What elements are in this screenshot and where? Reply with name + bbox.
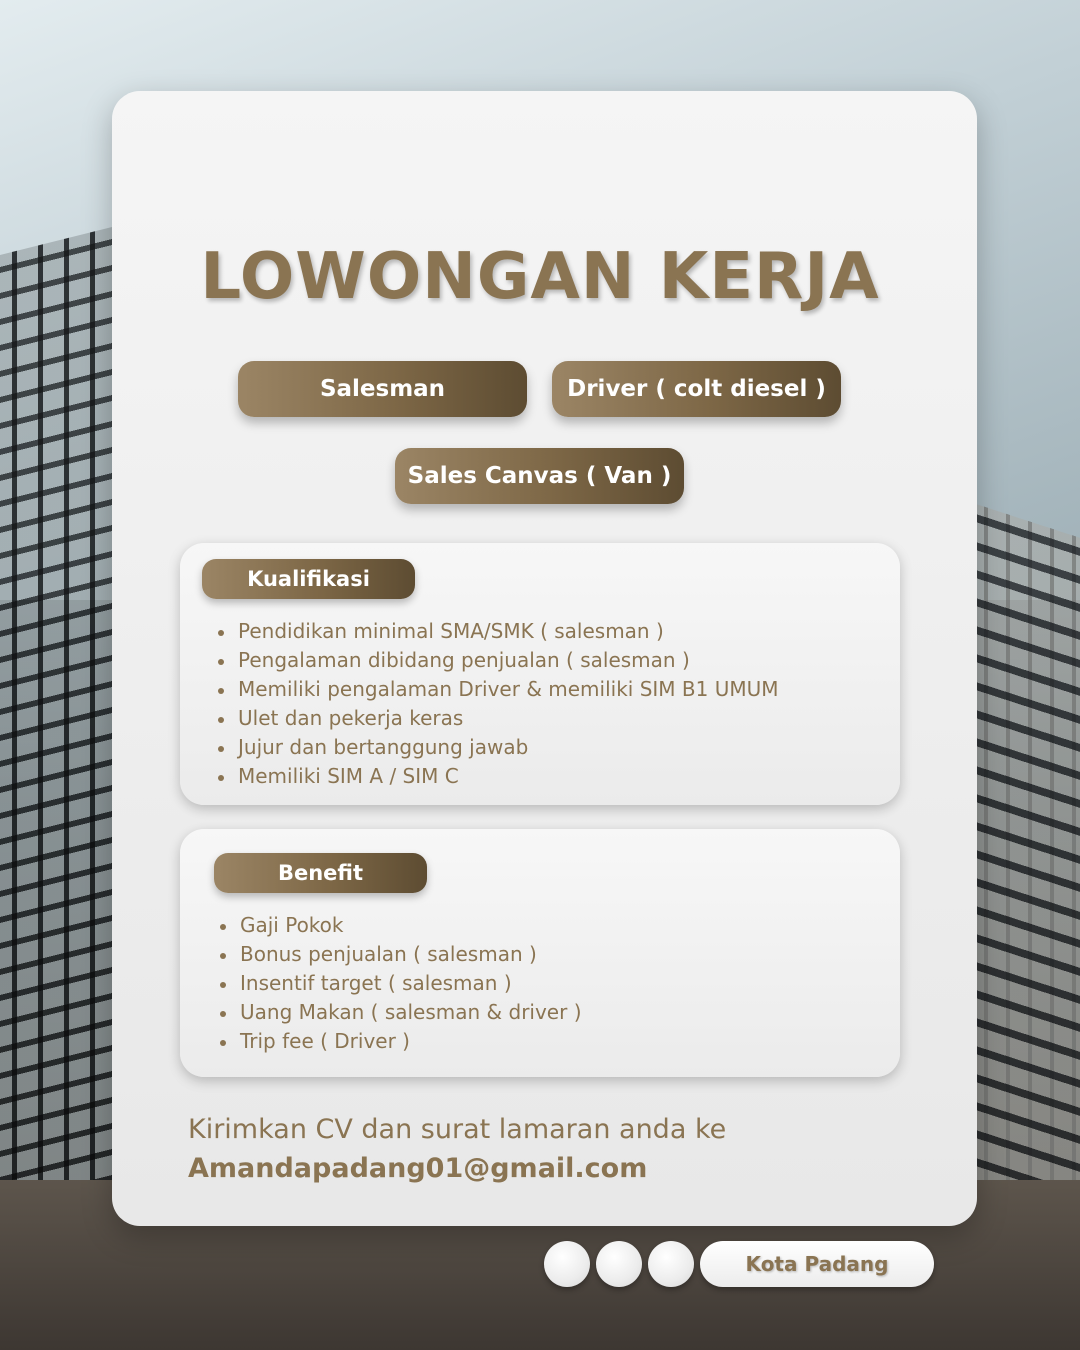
list-item: Uang Makan ( salesman & driver ) bbox=[220, 998, 582, 1027]
list-item: Ulet dan pekerja keras bbox=[218, 704, 779, 733]
list-item: Memiliki pengalaman Driver & memiliki SIM B1 UMUM bbox=[218, 675, 779, 704]
list-item: Jujur dan bertanggung jawab bbox=[218, 733, 779, 762]
position-sales-canvas-button[interactable]: Sales Canvas ( Van ) bbox=[395, 448, 684, 504]
benefits-section bbox=[180, 829, 900, 1077]
list-item: Trip fee ( Driver ) bbox=[220, 1027, 582, 1056]
decorative-dot bbox=[648, 1241, 694, 1287]
benefits-heading: Benefit bbox=[214, 853, 427, 893]
list-item: Gaji Pokok bbox=[220, 911, 582, 940]
list-item: Bonus penjualan ( salesman ) bbox=[220, 940, 582, 969]
benefits-list bbox=[220, 911, 582, 1056]
list-item: Pengalaman dibidang penjualan ( salesman ) bbox=[218, 646, 779, 675]
apply-instruction: Kirimkan CV dan surat lamaran anda ke bbox=[188, 1114, 727, 1145]
contact-email-link[interactable]: Amandapadang01@gmail.com bbox=[188, 1153, 648, 1184]
list-item: Pendidikan minimal SMA/SMK ( salesman ) bbox=[218, 617, 779, 646]
position-salesman-button[interactable]: Salesman bbox=[238, 361, 527, 417]
decorative-dot bbox=[596, 1241, 642, 1287]
position-driver-button[interactable]: Driver ( colt diesel ) bbox=[552, 361, 841, 417]
list-item: Insentif target ( salesman ) bbox=[220, 969, 582, 998]
location-badge: Kota Padang bbox=[700, 1241, 934, 1287]
qualifications-list bbox=[218, 617, 779, 791]
qualifications-section bbox=[180, 543, 900, 805]
qualifications-heading: Kualifikasi bbox=[202, 559, 415, 599]
decorative-dot bbox=[544, 1241, 590, 1287]
page-title: LOWONGAN KERJA bbox=[200, 240, 880, 314]
list-item: Memiliki SIM A / SIM C bbox=[218, 762, 779, 791]
